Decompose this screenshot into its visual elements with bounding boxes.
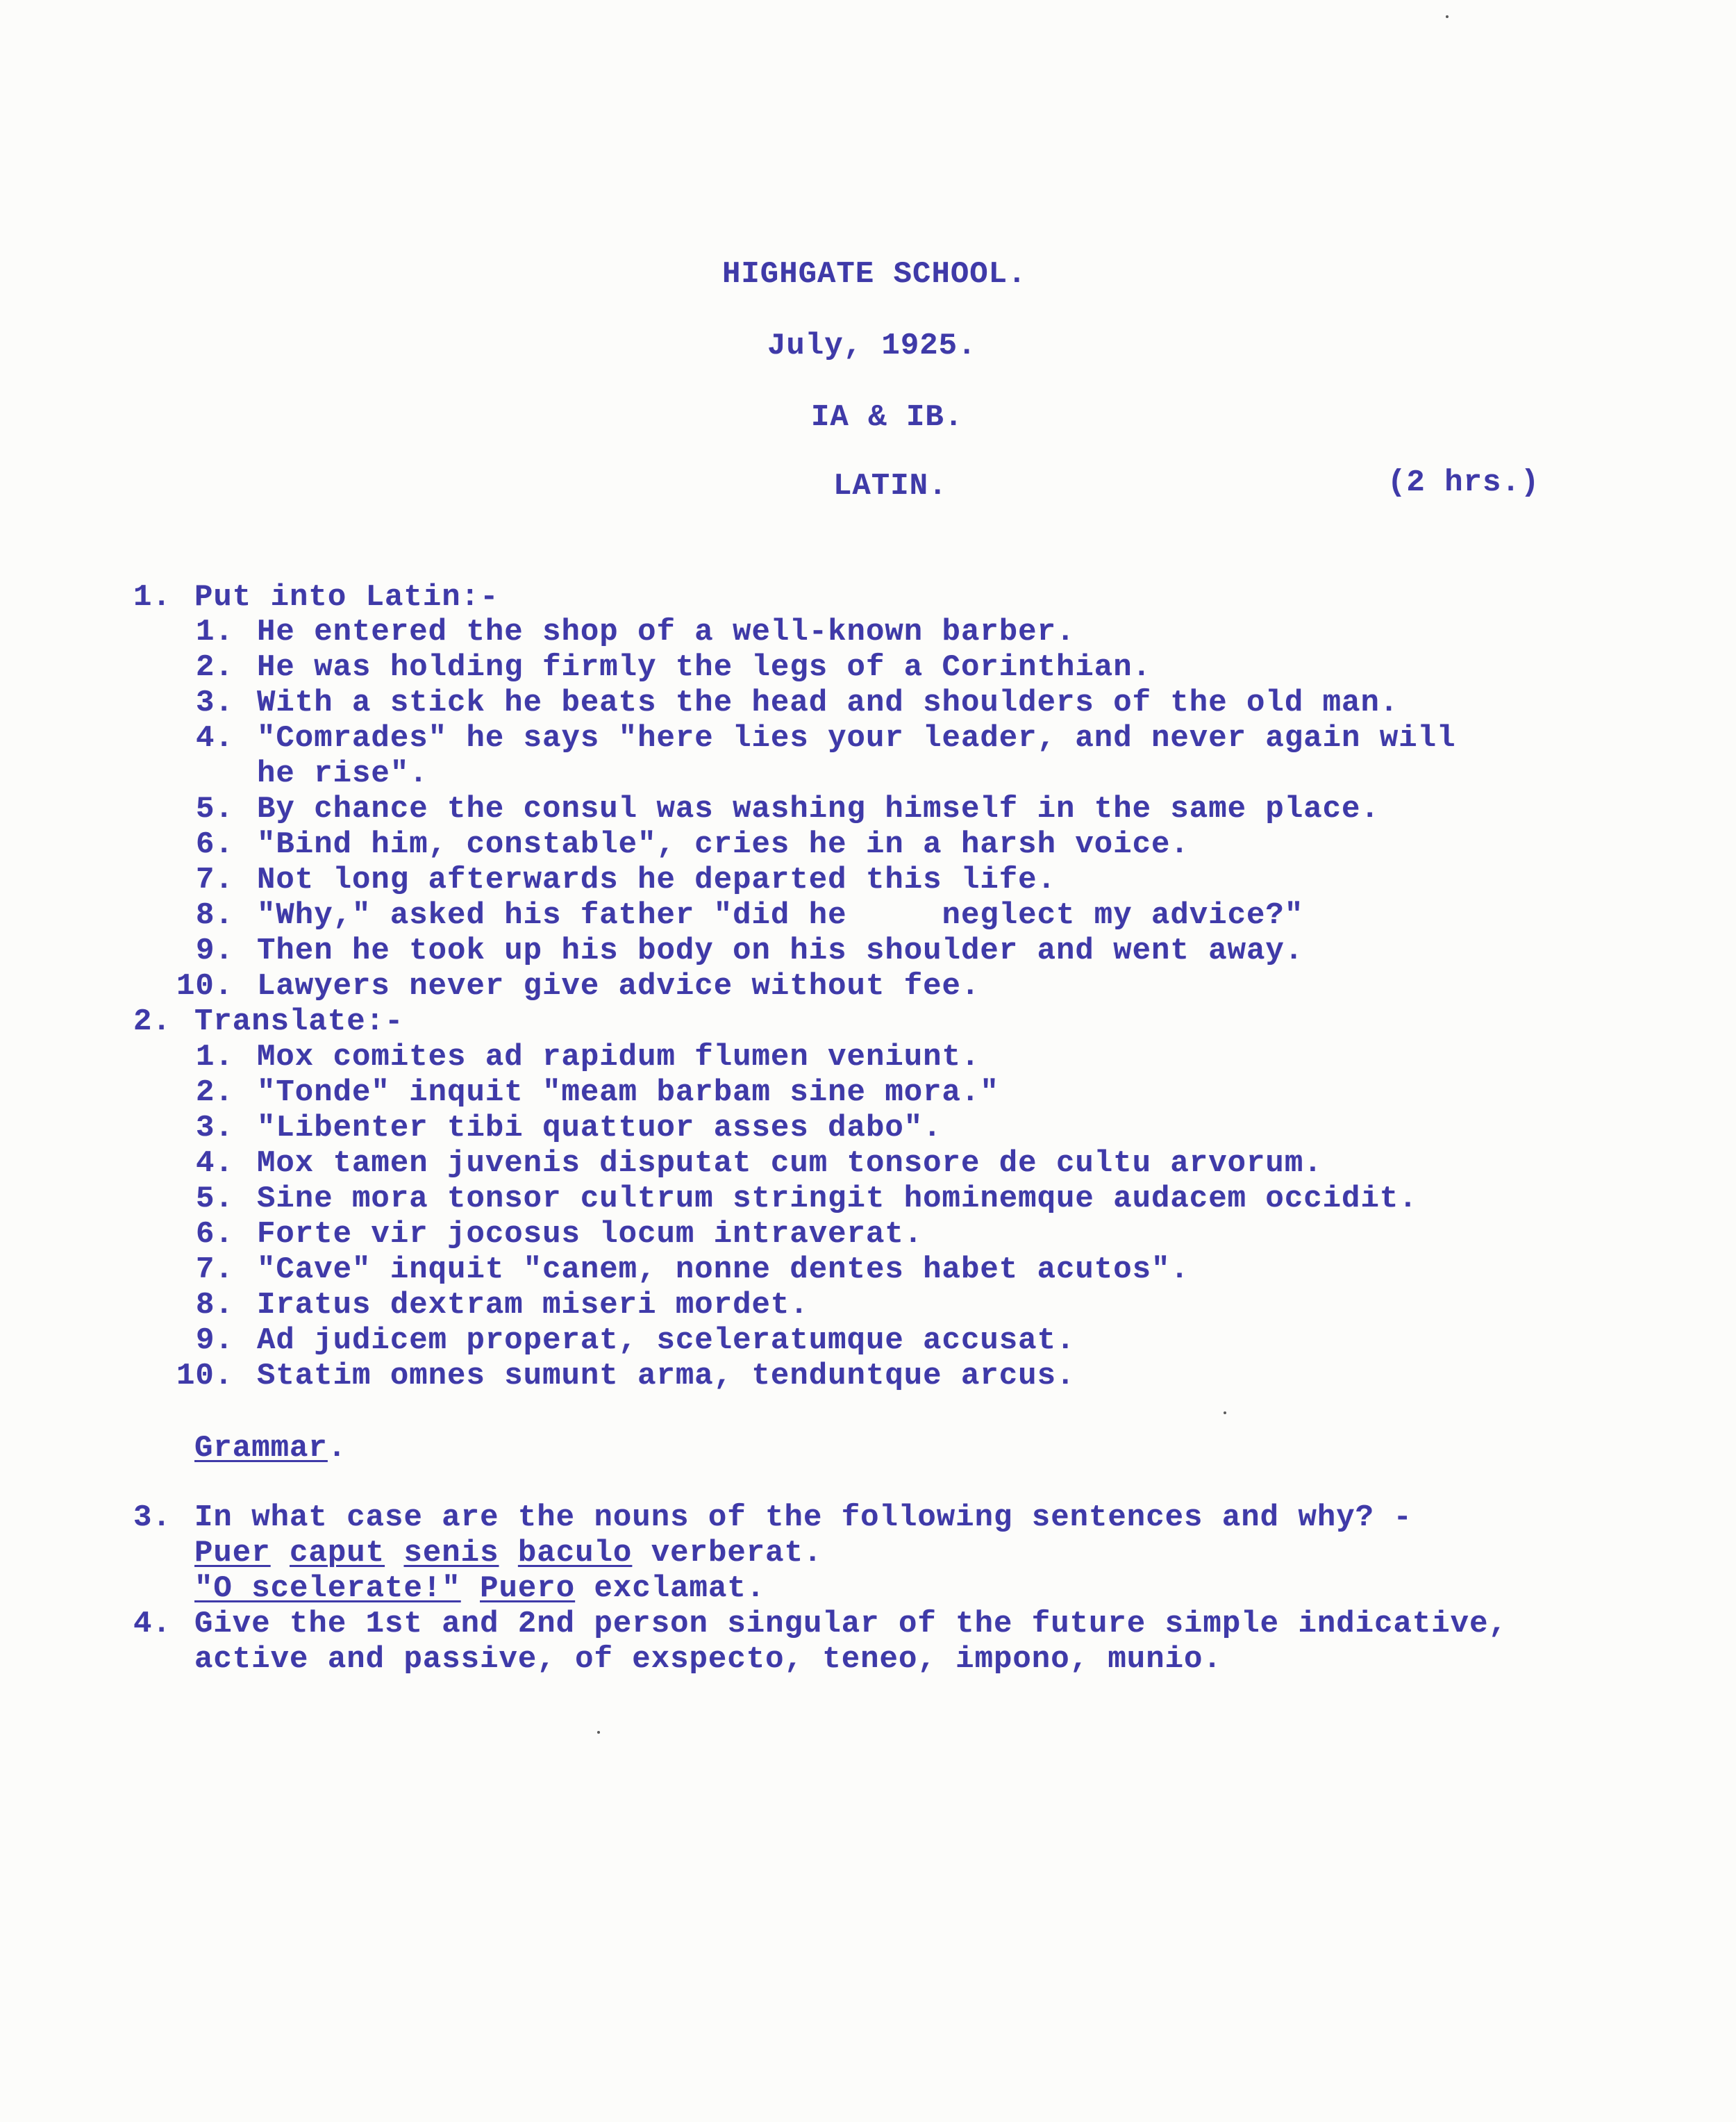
q1-item-num: 9. — [196, 934, 234, 968]
q1-item-text: With a stick he beats the head and shoulders of the old man. — [257, 686, 1399, 720]
q2-item-num: 6. — [196, 1217, 234, 1252]
q1-title: Put into Latin:- — [194, 580, 499, 615]
q1-item-num: 5. — [196, 792, 234, 827]
q1-number: 1. — [133, 580, 172, 615]
q2-title: Translate:- — [194, 1004, 404, 1039]
q2-item-text: Sine mora tonsor cultrum stringit hominemque audacem occidit. — [257, 1182, 1418, 1216]
q2-item-text: Mox tamen juvenis disputat cum tonsore de cultu arvorum. — [257, 1146, 1323, 1181]
q3-text: In what case are the nouns of the following sentences and why? - — [194, 1500, 1412, 1535]
q2-item-text: "Cave" inquit "canem, nonne dentes habet acutos". — [257, 1252, 1190, 1287]
q2-item-text: Ad judicem properat, sceleratumque accusat. — [257, 1323, 1076, 1358]
q2-item-text: Statim omnes sumunt arma, tenduntque arcus. — [257, 1359, 1076, 1393]
exam-date: July, 1925. — [767, 329, 977, 363]
q2-item-num: 10. — [176, 1359, 234, 1393]
q2-item-num: 3. — [196, 1111, 234, 1145]
q2-item-text: Mox comites ad rapidum flumen veniunt. — [257, 1040, 980, 1075]
q1-item-num: 10. — [176, 969, 234, 1004]
q2-item-num: 4. — [196, 1146, 234, 1181]
q1-item-text: By chance the consul was washing himself in the same place. — [257, 792, 1380, 827]
q2-item-num: 8. — [196, 1288, 234, 1323]
underlined-word: "O scelerate!" — [194, 1571, 461, 1606]
forms: IA & IB. — [811, 400, 964, 435]
q1-item-text: Lawyers never give advice without fee. — [257, 969, 980, 1004]
underlined-word: Puer — [194, 1536, 271, 1570]
q2-item-text: "Tonde" inquit "meam barbam sine mora." — [257, 1075, 999, 1110]
underlined-word: Puero — [480, 1571, 576, 1606]
q1-item-text: Not long afterwards he departed this life. — [257, 863, 1056, 897]
sentence-rest: exclamat. — [575, 1571, 766, 1606]
grammar-heading — [194, 1431, 347, 1466]
q2-item-text: Iratus dextram miseri mordet. — [257, 1288, 809, 1323]
q1-item-text: "Bind him, constable", cries he in a harsh voice. — [257, 827, 1190, 862]
q1-item-num: 4. — [196, 721, 234, 756]
q3-sentence-2 — [194, 1571, 765, 1606]
paper-speck — [1224, 1411, 1226, 1414]
subject: LATIN. — [833, 469, 948, 504]
q2-item-num: 5. — [196, 1182, 234, 1216]
q2-number: 2. — [133, 1004, 172, 1039]
duration: (2 hrs.) — [1387, 465, 1540, 500]
q1-item-text: "Why," asked his father "did he neglect my advice?" — [257, 898, 1304, 933]
paper-speck — [1446, 15, 1449, 18]
q2-item-text: "Libenter tibi quattuor asses dabo". — [257, 1111, 942, 1145]
underlined-word: senis — [403, 1536, 499, 1570]
q4-number: 4. — [133, 1607, 172, 1641]
grammar-heading-suffix: . — [327, 1431, 347, 1466]
q2-item-num: 9. — [196, 1323, 234, 1358]
q1-item-text: He was holding firmly the legs of a Corinthian. — [257, 650, 1152, 685]
grammar-heading-word: Grammar — [194, 1431, 328, 1466]
q1-item-num: 6. — [196, 827, 234, 862]
q1-item-text: He entered the shop of a well-known barber. — [257, 615, 1076, 649]
underlined-word: baculo — [517, 1536, 633, 1570]
q4-line-1: Give the 1st and 2nd person singular of the future simple indicative, — [194, 1607, 1508, 1641]
paper-speck — [597, 1731, 600, 1734]
q1-item-num: 1. — [196, 615, 234, 649]
q1-item-text: "Comrades" he says "here lies your leader, and never again will — [257, 721, 1456, 756]
school-name: HIGHGATE SCHOOL. — [722, 257, 1027, 292]
q4-line-2: active and passive, of exspecto, teneo, impono, munio. — [194, 1642, 1222, 1677]
q3-sentence-1 — [194, 1536, 822, 1570]
q1-item-num: 7. — [196, 863, 234, 897]
q2-item-num: 7. — [196, 1252, 234, 1287]
q1-item-num: 2. — [196, 650, 234, 685]
q1-item-text-continued: he rise". — [257, 756, 428, 791]
q1-item-text: Then he took up his body on his shoulder and went away. — [257, 934, 1304, 968]
q1-item-num: 8. — [196, 898, 234, 933]
underlined-word: caput — [290, 1536, 385, 1570]
q2-item-text: Forte vir jocosus locum intraverat. — [257, 1217, 924, 1252]
q3-number: 3. — [133, 1500, 172, 1535]
sentence-rest: verberat. — [632, 1536, 823, 1570]
q1-item-num: 3. — [196, 686, 234, 720]
q2-item-num: 2. — [196, 1075, 234, 1110]
q2-item-num: 1. — [196, 1040, 234, 1075]
